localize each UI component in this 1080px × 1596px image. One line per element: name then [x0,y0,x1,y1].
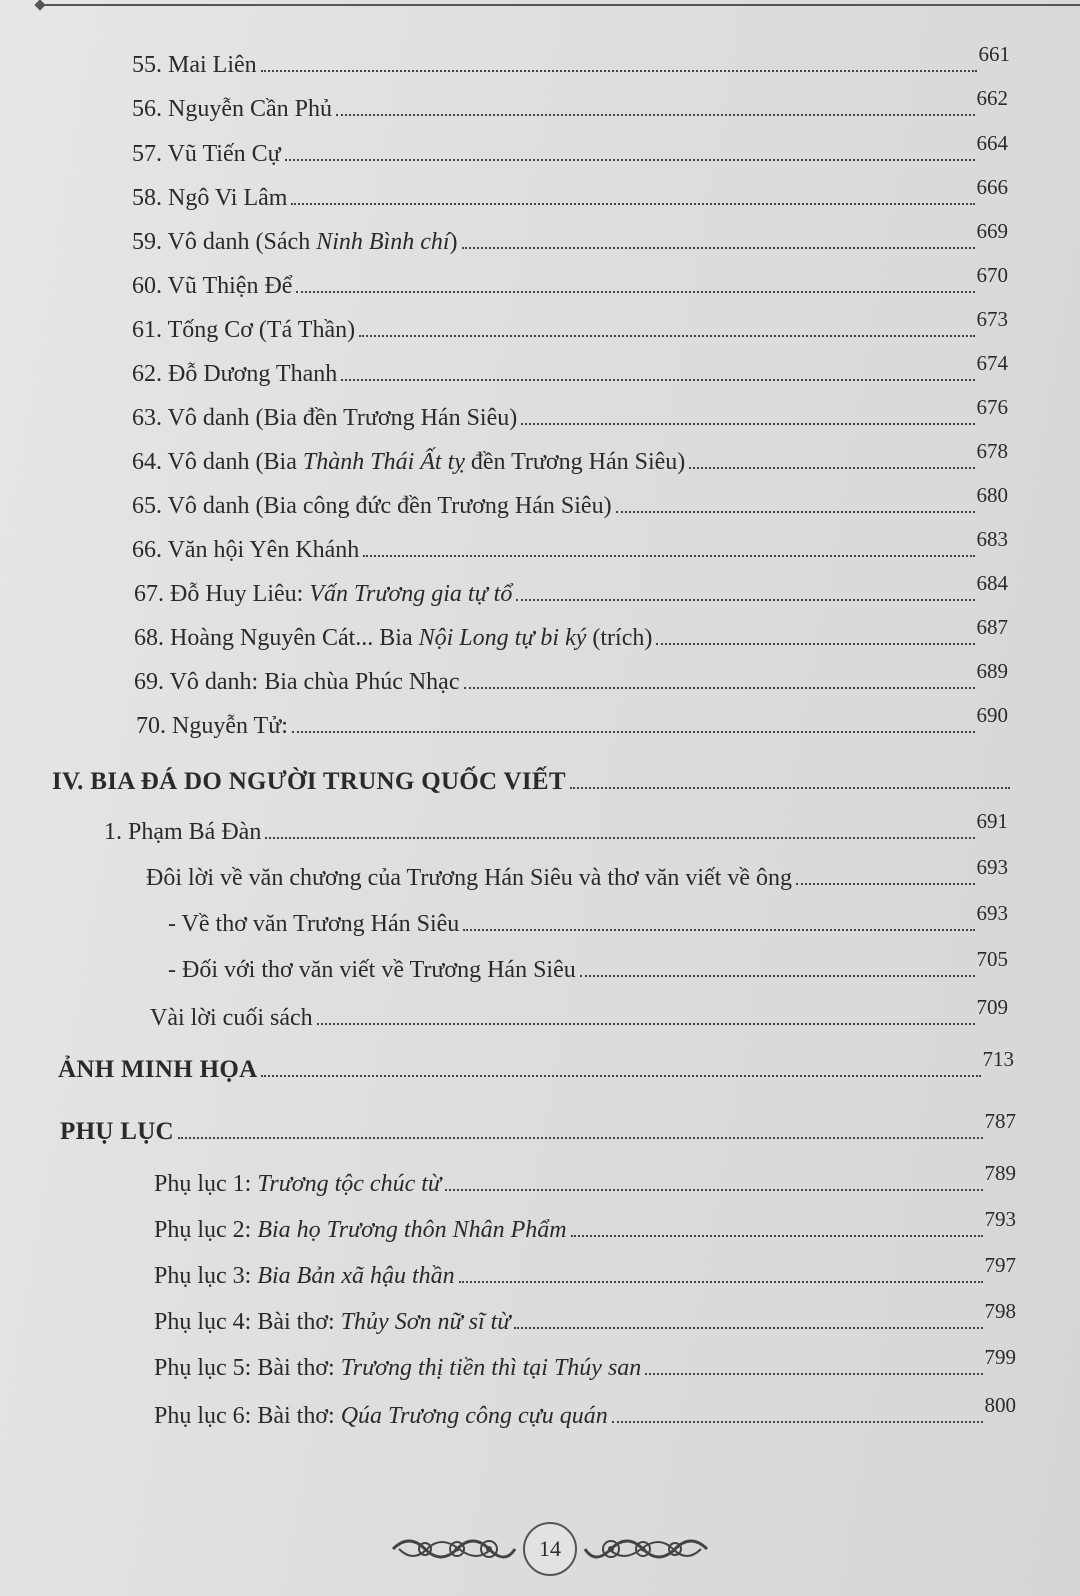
toc-entry [154,1345,1016,1382]
entry-page: 670 [976,263,1008,287]
entry-page: 664 [976,131,1008,155]
entry-title: Phụ lục 4: Bài thơ: Thủy Sơn nữ sĩ từ [154,1309,511,1335]
entry-title: Phụ lục 5: Bài thơ: Trương thị tiền thì tại Thúy san [154,1355,642,1381]
leader-dots [292,731,975,733]
leader-dots [459,1281,983,1283]
section-heading [58,1047,1014,1084]
entry-page: 661 [978,42,1010,66]
toc-entry [132,307,1008,344]
toc-entry [134,615,1008,652]
entry-title: - Về thơ văn Trương Hán Siêu [168,911,460,937]
leader-dots [571,1235,983,1237]
entry-page: 713 [982,1047,1014,1071]
leader-dots [261,70,977,72]
leader-dots [178,1137,983,1139]
entry-title: 67. Đỗ Huy Liêu: Vấn Trương gia tự tổ [134,581,513,607]
entry-title: Phụ lục 2: Bia họ Trương thôn Nhân Phẩm [154,1217,567,1243]
entry-title: - Đối với thơ văn viết về Trương Hán Siêu [168,957,576,983]
entry-page: 690 [976,703,1008,727]
toc-entry [154,1253,1016,1290]
entry-page: 797 [984,1253,1016,1277]
entry-page: 689 [976,659,1008,683]
leader-dots [612,1421,983,1423]
leader-dots [363,555,974,557]
entry-page: 662 [976,86,1008,110]
toc-entry [132,351,1008,388]
leader-dots [341,379,974,381]
entry-page: 787 [984,1109,1016,1133]
section-title: IV. BIA ĐÁ DO NGƯỜI TRUNG QUỐC VIẾT [52,768,566,795]
toc-entry [104,809,1008,846]
leader-dots [261,1075,980,1077]
leader-dots [336,114,975,116]
entry-page: 798 [984,1299,1016,1323]
leader-dots [521,423,974,425]
toc-entry [168,947,1008,984]
entry-title: 58. Ngô Vi Lâm [132,185,288,211]
toc-entry [134,571,1008,608]
leader-dots [516,599,974,601]
entry-page: 793 [984,1207,1016,1231]
entry-page: 676 [976,395,1008,419]
section-title: PHỤ LỤC [60,1118,174,1145]
entry-page: 678 [976,439,1008,463]
leader-dots [689,467,974,469]
toc-entry [132,131,1008,168]
entry-title: Phụ lục 1: Trương tộc chúc từ [154,1171,441,1197]
leader-dots [796,883,974,885]
entry-page: 680 [976,483,1008,507]
entry-page: 684 [976,571,1008,595]
top-rule [40,4,1080,6]
section-heading [60,1109,1016,1146]
toc-entry [132,219,1008,256]
entry-page: 705 [976,947,1008,971]
entry-page: 800 [984,1393,1016,1417]
toc-entry [146,855,1008,892]
entry-title: 55. Mai Liên [132,52,257,78]
entry-page: 789 [984,1161,1016,1185]
entry-title: Phụ lục 3: Bia Bản xã hậu thần [154,1263,455,1289]
toc-entry [132,395,1008,432]
leader-dots [265,837,974,839]
leader-dots [616,511,975,513]
leader-dots [285,159,975,161]
leader-dots [514,1327,982,1329]
entry-title: 68. Hoàng Nguyên Cát... Bia Nội Long tự bi ký (trích) [134,625,653,651]
section-title: ẢNH MINH HỌA [58,1056,258,1083]
leader-dots [570,787,1010,789]
entry-title: 66. Văn hội Yên Khánh [132,537,360,563]
section-heading [52,762,1012,796]
entry-title: 60. Vũ Thiện Để [132,273,293,299]
leader-dots [445,1189,983,1191]
leader-dots [464,687,975,689]
toc-entry [132,483,1008,520]
entry-title: 59. Vô danh (Sách Ninh Bình chí) [132,229,458,255]
entry-title: 61. Tống Cơ (Tá Thần) [132,317,356,343]
leader-dots [580,975,975,977]
entry-title: Phụ lục 6: Bài thơ: Qúa Trương công cựu quán [154,1403,608,1429]
toc-entry [150,995,1008,1032]
toc-entry [154,1393,1016,1430]
entry-title: Đôi lời về văn chương của Trương Hán Siêu và thơ văn viết về ông [146,865,793,891]
leader-dots [462,247,975,249]
toc-entry [132,527,1008,564]
page-footer [370,1520,730,1578]
entry-page: 687 [976,615,1008,639]
entry-title: 70. Nguyễn Tử: [136,713,288,739]
entry-title: Vài lời cuối sách [150,1005,313,1031]
toc-entry [132,175,1008,212]
toc-entry [154,1161,1016,1198]
entry-title: 65. Vô danh (Bia công đức đền Trương Hán Siêu) [132,493,612,519]
entry-page: 709 [976,995,1008,1019]
right-ornament-icon [581,1529,711,1569]
toc-entry [132,86,1008,123]
entry-title: 62. Đỗ Dương Thanh [132,361,338,387]
toc-entry [154,1299,1016,1336]
entry-page: 674 [976,351,1008,375]
leader-dots [296,291,974,293]
toc-entry [132,439,1008,476]
toc-entry [154,1207,1016,1244]
toc-entry [132,263,1008,300]
entry-page: 673 [976,307,1008,331]
leader-dots [463,929,974,931]
toc-entry [136,703,1008,740]
left-ornament-icon [389,1529,519,1569]
leader-dots [317,1023,975,1025]
toc-entry [134,659,1008,696]
entry-title: 64. Vô danh (Bia Thành Thái Ất tỵ đền Trương Hán Siêu) [132,449,686,475]
entry-title: 57. Vũ Tiến Cự [132,141,281,167]
toc-entry [132,42,1010,79]
page-number: 14 [523,1522,577,1576]
entry-page: 691 [976,809,1008,833]
entry-page: 799 [984,1345,1016,1369]
entry-title: 69. Vô danh: Bia chùa Phúc Nhạc [134,669,460,695]
leader-dots [656,643,974,645]
entry-page: 666 [976,175,1008,199]
entry-page: 669 [976,219,1008,243]
entry-page: 693 [976,855,1008,879]
leader-dots [645,1373,982,1375]
entry-title: 56. Nguyễn Cần Phủ [132,96,332,122]
entry-title: 63. Vô danh (Bia đền Trương Hán Siêu) [132,405,518,431]
leader-dots [359,335,974,337]
entry-page: 693 [976,901,1008,925]
entry-title: 1. Phạm Bá Đàn [104,819,262,845]
toc-entry [168,901,1008,938]
entry-page: 683 [976,527,1008,551]
leader-dots [291,203,974,205]
